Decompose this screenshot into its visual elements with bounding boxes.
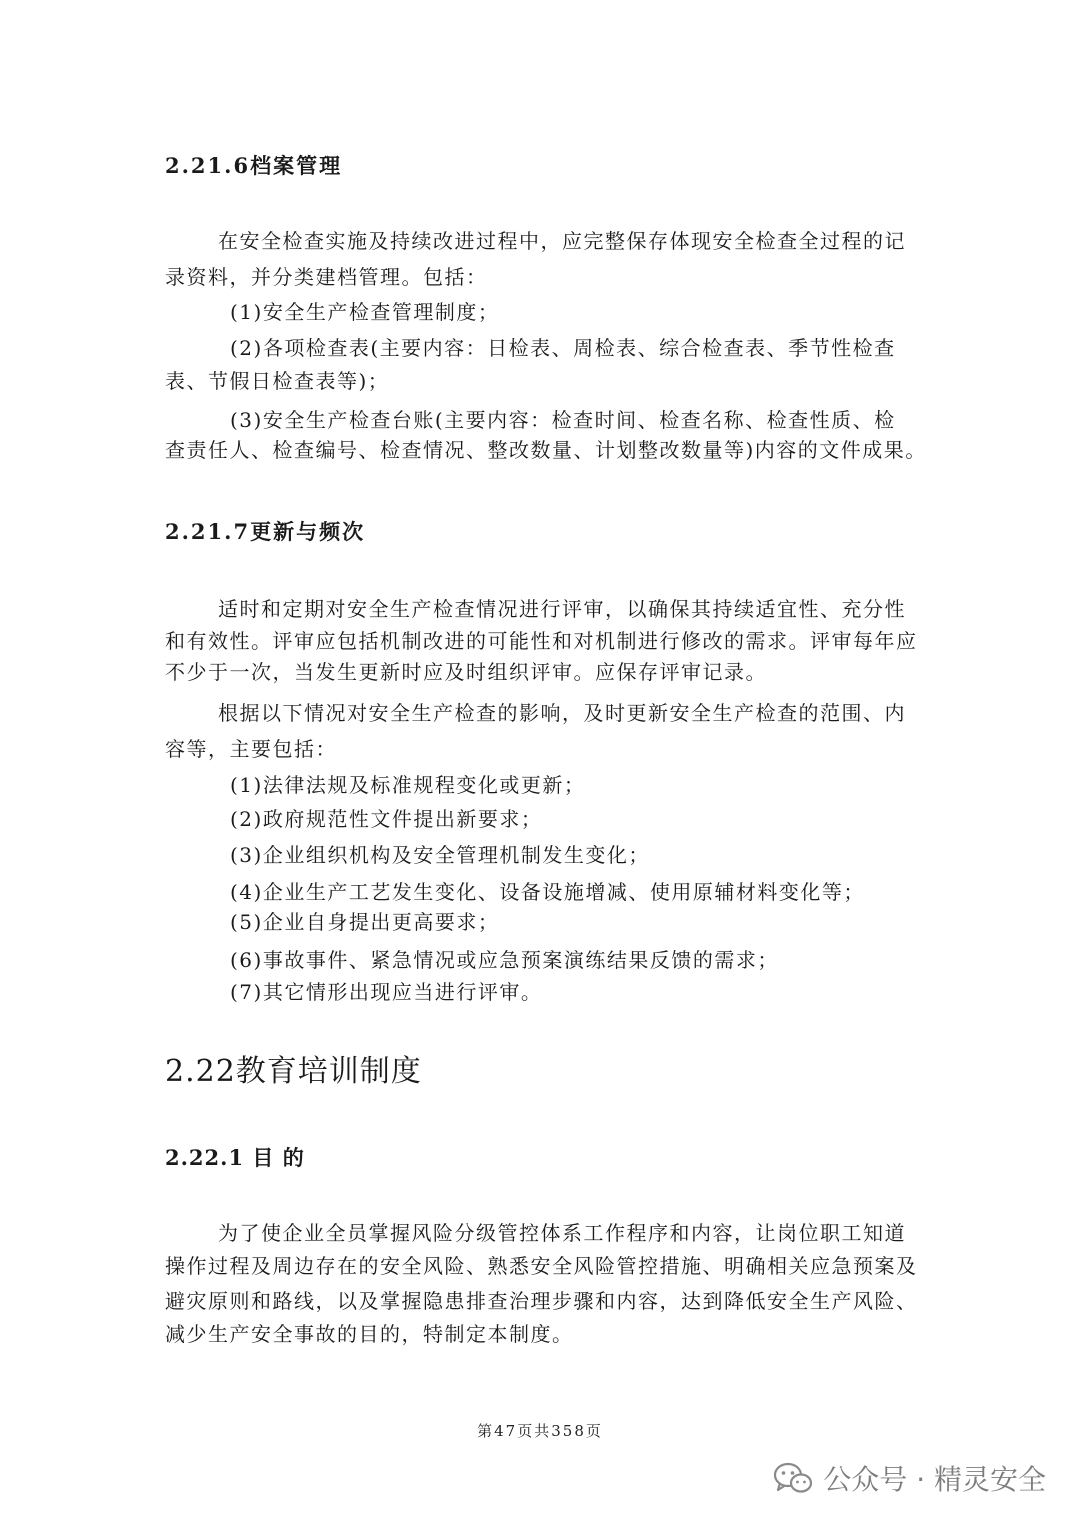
paragraph-line: 为了使企业全员掌握风险分级管控体系工作程序和内容，让岗位职工知道 <box>218 1221 906 1245</box>
list-item: (3)安全生产检查台账(主要内容：检查时间、检查名称、检查性质、检 <box>230 408 896 432</box>
paragraph-line: 容等，主要包括： <box>165 737 337 761</box>
list-item: (6)事故事件、紧急情况或应急预案演练结果反馈的需求； <box>230 948 779 972</box>
list-item: (3)企业组织机构及安全管理机制发生变化； <box>230 843 650 867</box>
list-item: (2)政府规范性文件提出新要求； <box>230 807 543 831</box>
watermark-text: 公众号 · 精灵安全 <box>823 1463 1046 1496</box>
section-heading-2-22-1: 2.22.1 目 的 <box>165 1145 305 1170</box>
chapter-heading-2-22: 2.22教育培训制度 <box>165 1054 422 1089</box>
paragraph-line: 减少生产安全事故的目的，特制定本制度。 <box>165 1322 574 1346</box>
list-item: (1)安全生产检查管理制度； <box>230 300 500 324</box>
paragraph-line: 录资料，并分类建档管理。包括： <box>165 265 488 289</box>
section-heading-2-21-6: 2.21.6档案管理 <box>165 153 343 178</box>
paragraph-line: 不少于一次，当发生更新时应及时组织评审。应保存评审记录。 <box>165 660 767 684</box>
list-item-continuation: 查责任人、检查编号、检查情况、整改数量、计划整改数量等)内容的文件成果。 <box>165 438 927 462</box>
list-item: (5)企业自身提出更高要求； <box>230 910 500 934</box>
list-item: (2)各项检查表(主要内容：日检表、周检表、综合检查表、季节性检查 <box>230 336 896 360</box>
paragraph-line: 在安全检查实施及持续改进过程中，应完整保存体现安全检查全过程的记 <box>218 229 906 253</box>
paragraph-line: 操作过程及周边存在的安全风险、熟悉安全风险管控措施、明确相关应急预案及 <box>165 1254 918 1278</box>
paragraph-line: 和有效性。评审应包括机制改进的可能性和对机制进行修改的需求。评审每年应 <box>165 629 918 653</box>
paragraph-line: 适时和定期对安全生产检查情况进行评审，以确保其持续适宜性、充分性 <box>218 597 906 621</box>
section-heading-2-21-7: 2.21.7更新与频次 <box>165 519 366 544</box>
list-item: (1)法律法规及标准规程变化或更新； <box>230 773 586 797</box>
paragraph-line: 根据以下情况对安全生产检查的影响，及时更新安全生产检查的范围、内 <box>218 701 906 725</box>
list-item: (4)企业生产工艺发生变化、设备设施增减、使用原辅材料变化等； <box>230 880 865 904</box>
page-number: 第47页共358页 <box>477 1422 603 1440</box>
watermark <box>773 1458 1046 1498</box>
paragraph-line: 避灾原则和路线，以及掌握隐患排查治理步骤和内容，达到降低安全生产风险、 <box>165 1289 918 1313</box>
wechat-icon <box>773 1461 813 1495</box>
list-item: (7)其它情形出现应当进行评审。 <box>230 980 543 1004</box>
list-item-continuation: 表、节假日检查表等)； <box>165 369 390 393</box>
